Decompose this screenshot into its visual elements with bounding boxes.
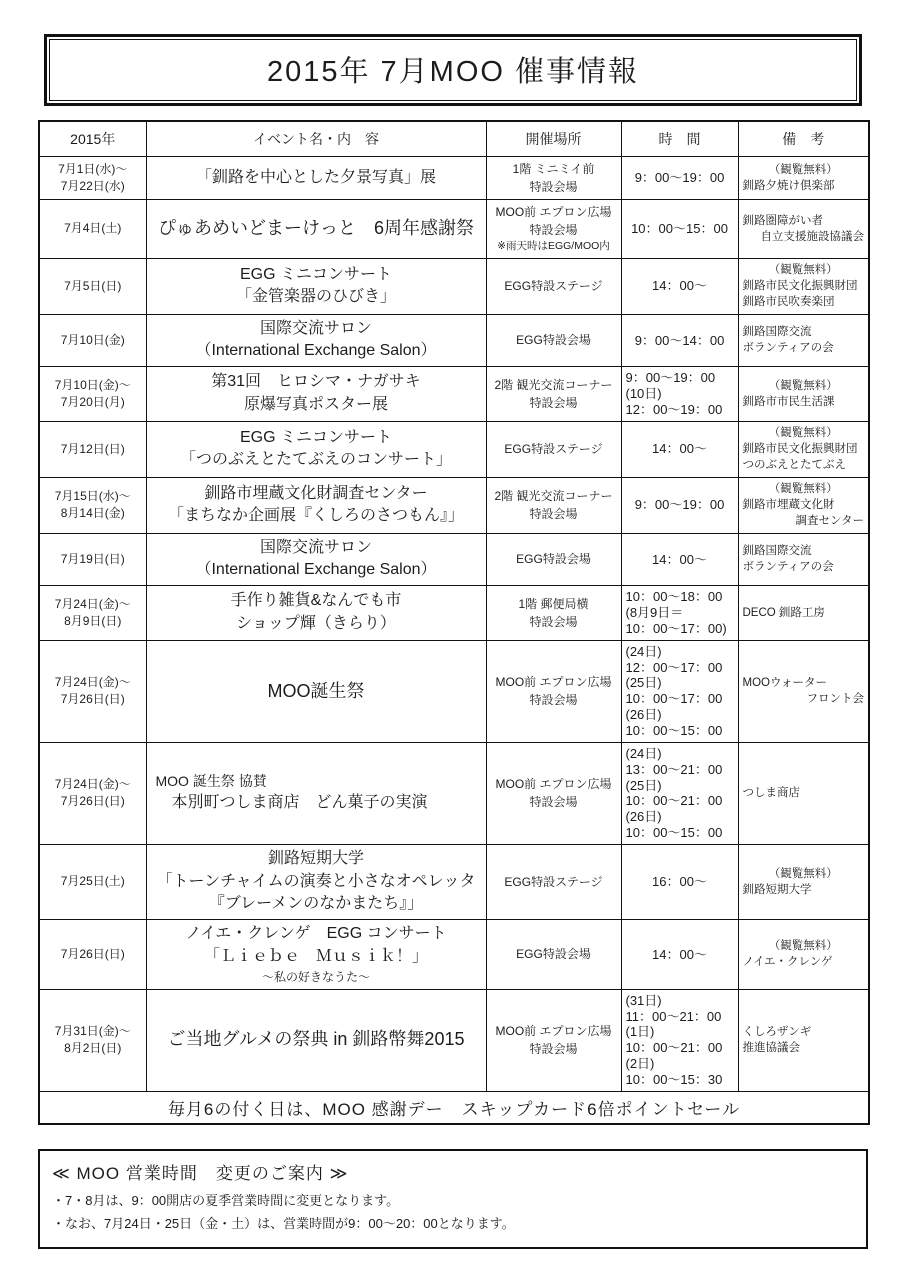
cell-line: （International Exchange Salon） — [195, 561, 437, 579]
cell-line: フロント会 — [806, 693, 864, 706]
cell-line: 7月24日(金)～ — [54, 777, 131, 792]
event-cell — [146, 200, 486, 259]
time-cell — [621, 533, 738, 585]
cell-line: 「釧路を中心とした夕景写真」展 — [195, 168, 436, 186]
cell-line: 10：00～21：00 — [625, 793, 723, 809]
remark-cell — [738, 258, 869, 314]
cell-line: 16：00～ — [652, 874, 707, 890]
time-cell — [621, 367, 738, 422]
cell-line: 本別町つしま商店 どん菓子の実演 — [155, 794, 428, 812]
table-row — [39, 920, 869, 989]
cell-line: (2日) — [625, 1056, 655, 1072]
event-cell — [146, 258, 486, 314]
time-cell — [621, 845, 738, 920]
notice-line: ・なお、7月24日・25日（金・土）は、営業時間が9：00～20：00となります。 — [52, 1215, 515, 1231]
venue-cell — [486, 845, 621, 920]
cell-line: 10：00～15：00 — [631, 220, 728, 236]
cell-line: EGG特設ステージ — [504, 279, 603, 294]
date-cell — [39, 421, 146, 477]
table-row — [39, 533, 869, 585]
cell-line: (10日) — [625, 386, 662, 402]
cell-line: 10：00～21：00 — [625, 1040, 723, 1056]
cell-line: DECO 釧路工房 — [742, 606, 825, 619]
cell-line: 14：00～ — [652, 946, 707, 962]
cell-line: 7月12日(日) — [60, 441, 125, 456]
cell-line: （観覧無料） — [768, 263, 838, 276]
cell-line: ぴゅあめいどまーけっと 6周年感謝祭 — [157, 218, 474, 239]
cell-line: （観覧無料） — [768, 867, 838, 880]
header-date: 2015年 — [39, 121, 146, 157]
remark-cell — [738, 742, 869, 844]
cell-line: 自立支援施設協議会 — [760, 230, 864, 243]
venue-cell — [486, 586, 621, 641]
table-row — [39, 742, 869, 844]
cell-line: （観覧無料） — [768, 379, 838, 392]
cell-line: 7月1日(水)～ — [58, 161, 128, 176]
cell-line: 国際交流サロン — [259, 319, 372, 337]
time-cell — [621, 989, 738, 1091]
cell-line: 特設会場 — [529, 1042, 578, 1057]
cell-line: (25日) — [625, 777, 662, 793]
cell-line: 「まちなか企画展『くしろのさつもん』」 — [167, 507, 464, 525]
event-cell — [146, 920, 486, 989]
cell-line: （観覧無料） — [768, 426, 838, 439]
venue-cell — [486, 477, 621, 533]
cell-line: 7月31日(金)～ — [54, 1023, 131, 1038]
cell-line: ～私の好きなうた～ — [261, 969, 370, 984]
cell-line: 9：00～19：00 — [634, 497, 725, 513]
cell-line: 釧路短期大学 — [267, 850, 364, 868]
cell-line: （観覧無料） — [768, 482, 838, 495]
event-cell — [146, 533, 486, 585]
cell-line: 10：00～15：30 — [625, 1071, 723, 1087]
cell-line: (25日) — [625, 675, 662, 691]
loyalty-sale-note: 毎月6の付く日は、MOO 感謝デー スキップカード6倍ポイントセール — [39, 1091, 869, 1124]
cell-line: MOO前 エプロン広場 — [495, 1024, 612, 1039]
cell-line: 7月5日(日) — [64, 278, 122, 293]
cell-line: 10：00～17：00) — [625, 620, 727, 636]
table-row — [39, 640, 869, 742]
cell-line: 7月26日(日) — [60, 946, 125, 961]
date-cell — [39, 586, 146, 641]
remark-cell — [738, 989, 869, 1091]
cell-line: （観覧無料） — [768, 163, 838, 176]
cell-line: 特設会場 — [529, 507, 578, 522]
remark-cell — [738, 845, 869, 920]
title-inner — [49, 39, 857, 101]
cell-line: （観覧無料） — [768, 940, 838, 953]
cell-line: 10：00～15：00 — [625, 825, 723, 841]
cell-line: 1階 ミニミイ前 — [512, 162, 595, 176]
table-row — [39, 421, 869, 477]
cell-line: 国際交流サロン — [259, 538, 372, 556]
cell-line: 11：00～21：00 — [625, 1008, 722, 1024]
cell-line: ※雨天時はEGG/MOO内 — [497, 240, 610, 252]
cell-line: (26日) — [625, 707, 662, 723]
event-cell — [146, 367, 486, 422]
venue-cell — [486, 421, 621, 477]
venue-cell — [486, 258, 621, 314]
table-row — [39, 989, 869, 1091]
cell-line: MOOウォーター — [742, 676, 828, 689]
date-cell — [39, 258, 146, 314]
event-cell — [146, 742, 486, 844]
table-header-row — [39, 121, 869, 157]
cell-line: くしろザンギ — [742, 1025, 812, 1038]
cell-line: MOO誕生祭 — [267, 680, 365, 701]
cell-line: 『ブレーメンのなかまたち』」 — [208, 895, 424, 913]
table-row — [39, 157, 869, 200]
header-remarks: 備 考 — [738, 121, 869, 157]
cell-line: 7月24日(金)～ — [54, 596, 131, 611]
time-cell — [621, 200, 738, 259]
time-cell — [621, 586, 738, 641]
cell-line: MOO前 エプロン広場 — [495, 675, 612, 690]
cell-line: 8月14日(金) — [60, 506, 125, 521]
date-cell — [39, 989, 146, 1091]
date-cell — [39, 640, 146, 742]
date-cell — [39, 920, 146, 989]
date-cell — [39, 477, 146, 533]
cell-line: 7月15日(水)～ — [54, 488, 131, 503]
event-cell — [146, 477, 486, 533]
table-row — [39, 477, 869, 533]
cell-line: ボランティアの会 — [742, 342, 834, 355]
cell-line: 釧路市民文化振興財団 — [742, 280, 858, 293]
venue-cell — [486, 920, 621, 989]
notice-line: ・7・8月は、9：00開店の夏季営業時間に変更となります。 — [52, 1192, 400, 1208]
cell-line: 7月24日(金)～ — [54, 674, 131, 689]
venue-cell — [486, 989, 621, 1091]
remark-cell — [738, 367, 869, 422]
cell-line: 釧路市市民生活課 — [742, 395, 835, 408]
header-venue: 開催場所 — [486, 121, 621, 157]
time-cell — [621, 421, 738, 477]
event-cell — [146, 989, 486, 1091]
cell-line: 8月2日(日) — [64, 1041, 122, 1056]
cell-line: 特設会場 — [529, 693, 578, 708]
cell-line: 釧路市埋蔵文化財調査センター — [204, 484, 428, 502]
cell-line: 特設会場 — [529, 223, 578, 237]
cell-line: EGG ミニコンサート — [239, 428, 392, 446]
cell-line: 原爆写真ポスター展 — [243, 395, 388, 413]
cell-line: 12：00～17：00 — [625, 659, 723, 675]
date-cell — [39, 200, 146, 259]
cell-line: ノイエ・クレンゲ — [742, 956, 833, 969]
cell-line: 釧路圏障がい者 — [742, 214, 823, 227]
cell-line: (26日) — [625, 809, 662, 825]
cell-line: EGG特設会場 — [516, 333, 591, 348]
remark-cell — [738, 533, 869, 585]
cell-line: (31日) — [625, 992, 662, 1008]
cell-line: MOO前 エプロン広場 — [495, 205, 612, 219]
cell-line: つしま商店 — [742, 787, 800, 800]
cell-line: 特設会場 — [529, 180, 578, 194]
cell-line: 調査センター — [795, 515, 864, 528]
table-footer-row — [39, 1091, 869, 1124]
date-cell — [39, 314, 146, 366]
time-cell — [621, 477, 738, 533]
cell-line: 8月9日(日) — [64, 613, 122, 628]
cell-line: 9：00～19：00 — [634, 170, 725, 186]
cell-line: 14：00～ — [652, 278, 707, 294]
event-cell — [146, 586, 486, 641]
title-box — [44, 34, 862, 106]
event-cell — [146, 640, 486, 742]
cell-line: 9：00～19：00 — [625, 370, 716, 386]
cell-line: 1階 郵便局横 — [518, 596, 589, 611]
page-title: 2015年 7月MOO 催事情報 — [266, 56, 640, 88]
cell-line: 釧路短期大学 — [742, 884, 812, 897]
cell-line: 釧路市埋蔵文化財 — [742, 499, 835, 512]
cell-line: 特設会場 — [529, 395, 578, 410]
event-cell — [146, 421, 486, 477]
cell-line: (24日) — [625, 643, 662, 659]
table-row — [39, 367, 869, 422]
remark-cell — [738, 421, 869, 477]
cell-line: 7月4日(土) — [64, 221, 122, 236]
time-cell — [621, 258, 738, 314]
remark-cell — [738, 314, 869, 366]
cell-line: 7月19日(日) — [60, 551, 125, 566]
time-cell — [621, 920, 738, 989]
cell-line: (24日) — [625, 745, 662, 761]
notice-box — [38, 1149, 868, 1250]
venue-cell — [486, 314, 621, 366]
remark-cell — [738, 920, 869, 989]
event-cell — [146, 845, 486, 920]
cell-line: EGG特設ステージ — [504, 875, 603, 890]
cell-line: (8月9日＝ — [625, 605, 684, 621]
remark-cell — [738, 586, 869, 641]
cell-line: 10：00～18：00 — [625, 589, 723, 605]
cell-line: 「つのぶえとたてぶえのコンサート」 — [179, 451, 452, 469]
cell-line: ご当地グルメの祭典 in 釧路幣舞2015 — [167, 1029, 465, 1050]
cell-line: (1日) — [625, 1024, 655, 1040]
table-row — [39, 200, 869, 259]
cell-line: 9：00～14：00 — [634, 332, 725, 348]
date-cell — [39, 157, 146, 200]
remark-cell — [738, 157, 869, 200]
venue-cell — [486, 157, 621, 200]
cell-line: MOO 誕生祭 協賛 — [155, 773, 267, 790]
cell-line: 特設会場 — [529, 795, 578, 810]
remark-cell — [738, 200, 869, 259]
cell-line: 推進協議会 — [742, 1042, 800, 1055]
cell-line: 7月10日(金)～ — [54, 377, 131, 392]
cell-line: 7月26日(日) — [60, 692, 125, 707]
remark-cell — [738, 477, 869, 533]
time-cell — [621, 640, 738, 742]
time-cell — [621, 742, 738, 844]
cell-line: EGG ミニコンサート — [239, 265, 392, 283]
table-row — [39, 586, 869, 641]
venue-cell — [486, 200, 621, 259]
cell-line: MOO前 エプロン広場 — [495, 777, 612, 792]
date-cell — [39, 742, 146, 844]
cell-line: つのぶえとたてぶえ — [742, 459, 846, 472]
event-cell — [146, 314, 486, 366]
cell-line: 釧路国際交流 — [742, 545, 812, 558]
cell-line: EGG特設会場 — [516, 552, 591, 567]
cell-line: 10：00～17：00 — [625, 691, 723, 707]
venue-cell — [486, 533, 621, 585]
cell-line: 12：00～19：00 — [625, 401, 723, 417]
cell-line: 7月25日(土) — [60, 874, 125, 889]
cell-line: 「金管楽器のひびき」 — [235, 288, 396, 306]
header-event: イベント名・内 容 — [146, 121, 486, 157]
venue-cell — [486, 742, 621, 844]
date-cell — [39, 533, 146, 585]
cell-line: ボランティアの会 — [742, 561, 834, 574]
cell-line: 7月26日(日) — [60, 794, 125, 809]
time-cell — [621, 157, 738, 200]
cell-line: 14：00～ — [652, 551, 707, 567]
cell-line: 7月22日(水) — [60, 179, 125, 193]
cell-line: 10：00～15：00 — [625, 723, 723, 739]
cell-line: 釧路国際交流 — [742, 326, 812, 339]
cell-line: 13：00～21：00 — [625, 761, 723, 777]
venue-cell — [486, 640, 621, 742]
cell-line: ショップ輝（きらり） — [236, 614, 396, 632]
cell-line: ノイエ・クレンゲ EGG コンサート — [185, 925, 447, 943]
event-cell — [146, 157, 486, 200]
table-row — [39, 258, 869, 314]
cell-line: 「トーンチャイムの演奏と小さなオペレッタ — [156, 872, 476, 890]
cell-line: EGG特設会場 — [516, 947, 591, 962]
cell-line: 特設会場 — [529, 614, 578, 629]
cell-line: 2階 観光交流コーナー — [494, 377, 613, 392]
cell-line: 7月10日(金) — [60, 332, 125, 347]
cell-line: EGG特設ステージ — [504, 442, 603, 457]
cell-line: 釧路市民文化振興財団 — [742, 443, 858, 456]
table-row — [39, 845, 869, 920]
time-cell — [621, 314, 738, 366]
cell-line: 14：00～ — [652, 441, 707, 457]
header-time: 時 間 — [621, 121, 738, 157]
cell-line: （International Exchange Salon） — [195, 342, 437, 360]
cell-line: 7月20日(月) — [60, 394, 125, 409]
date-cell — [39, 845, 146, 920]
table-row — [39, 314, 869, 366]
cell-line: 「Ｌｉｅｂｅ Ｍｕｓｉｋ！」 — [203, 947, 428, 965]
notice-heading: ≪ MOO 営業時間 変更のご案内 ≫ — [52, 1163, 349, 1183]
cell-line: 2階 観光交流コーナー — [494, 489, 613, 504]
date-cell — [39, 367, 146, 422]
venue-cell — [486, 367, 621, 422]
cell-line: 釧路夕焼け倶楽部 — [742, 180, 835, 192]
events-table — [38, 120, 870, 1125]
cell-line: 手作り雑貨&なんでも市 — [230, 592, 402, 610]
cell-line: 釧路市民吹奏楽団 — [742, 296, 835, 309]
remark-cell — [738, 640, 869, 742]
cell-line: 第31回 ヒロシマ・ナガサキ — [211, 373, 421, 391]
